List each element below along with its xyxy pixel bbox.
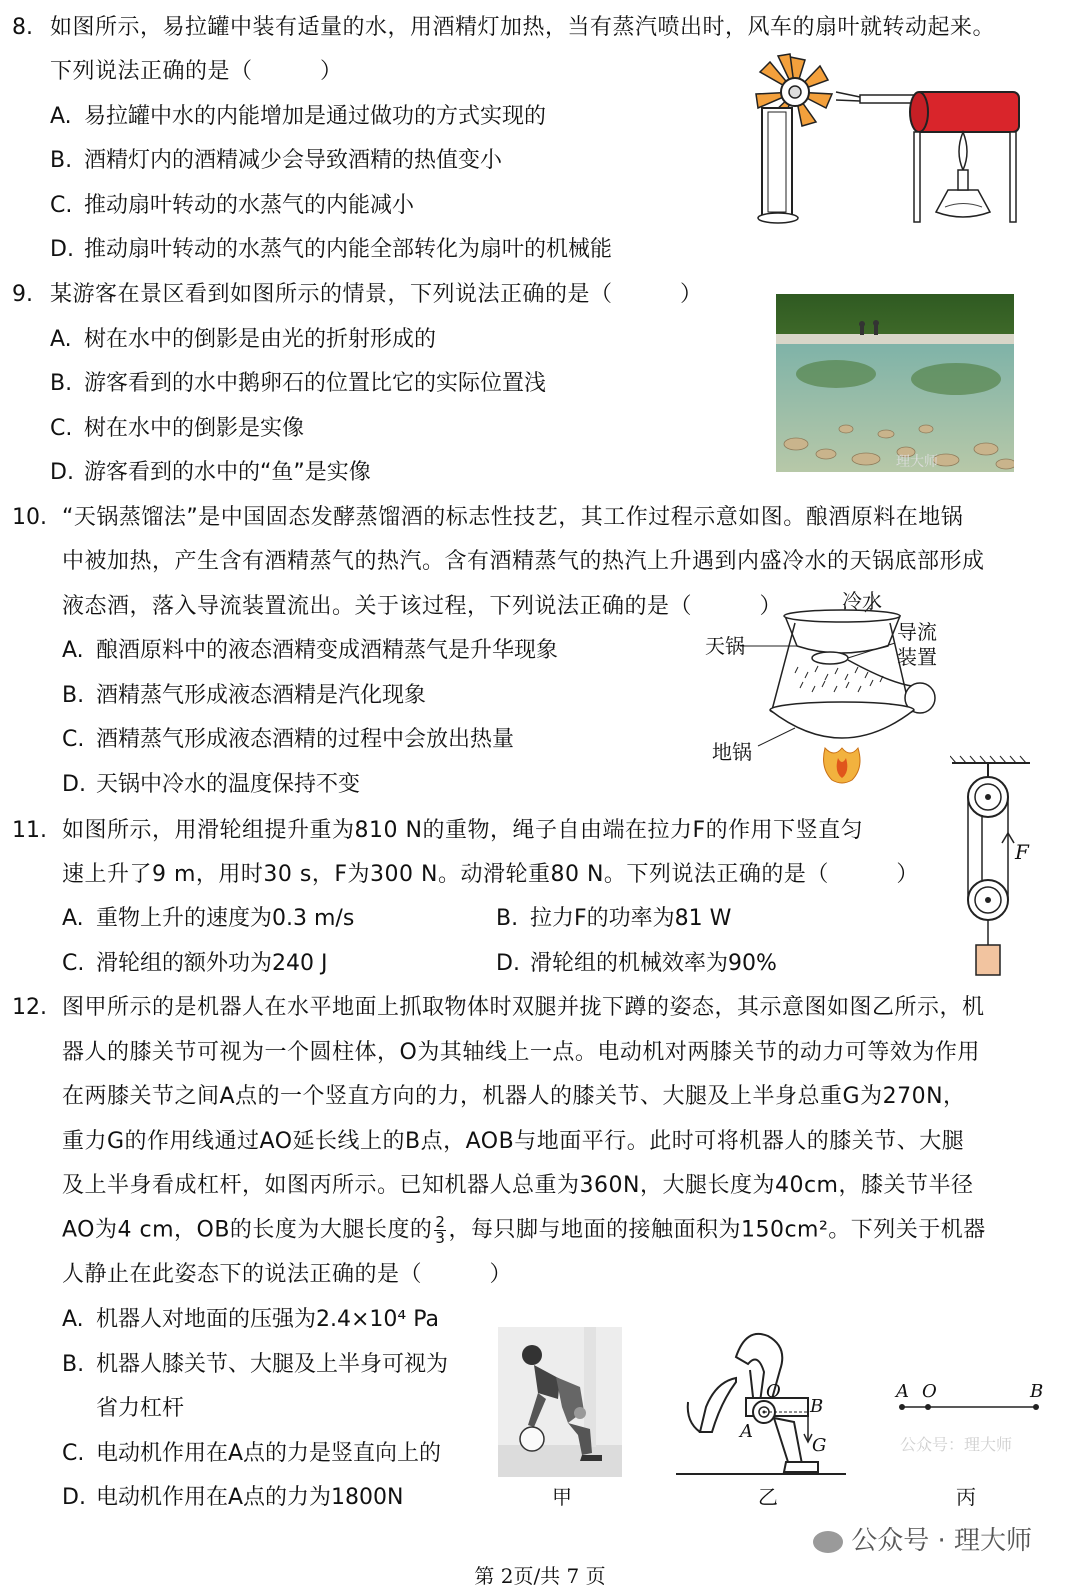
q12-stem-line1: 图甲所示的是机器人在水平地面上抓取物体时双腿并拢下蹲的姿态，其示意图如图乙所示，机 [62,995,985,1020]
q9-option-c: C. 树在水中的倒影是实像 [50,416,305,441]
q11-option-d: D. 滑轮组的机械效率为90% [496,951,777,976]
q12-number: 12. [12,995,47,1020]
q12-stem-line2: 器人的膝关节可视为一个圆柱体，O为其轴线上一点。电动机对两膝关节的动力可等效为作用 [62,1040,980,1065]
q10-label-daoliu-2: 装置 [897,645,937,669]
q12-option-a: A. 机器人对地面的压强为2.4×10⁴ Pa [62,1307,439,1332]
q8-option-b: B. 酒精灯内的酒精减少会导致酒精的热值变小 [50,148,503,173]
q10-option-c: C. 酒精蒸气形成液态酒精的过程中会放出热量 [62,727,515,752]
q11-option-c: C. 滑轮组的额外功为240 J [62,951,328,976]
q12-robot-diagram [676,1322,851,1482]
q12-caption-jia: 甲 [552,1485,572,1509]
q10-label-cold-water: 冷水 [842,589,882,613]
q10-label-diguo: 地锅 [712,740,752,764]
q8-option-d: D. 推动扇叶转动的水蒸气的内能全部转化为扇叶的机械能 [50,237,613,262]
q8-stem-line1: 如图所示，易拉罐中装有适量的水，用酒精灯加热，当有蒸汽喷出时，风车的扇叶就转动起来。 [50,15,996,40]
q12-option-b: B. 机器人膝关节、大腿及上半身可视为 [62,1352,449,1377]
q9-option-d: D. 游客看到的水中的“鱼”是实像 [50,460,371,485]
q10-label-daoliu-1: 导流 [897,620,937,644]
q11-option-b: B. 拉力F的功率为81 W [496,906,732,931]
wechat-icon [813,1531,843,1553]
q11-label-force: F [1015,840,1029,864]
q10-stem-line2: 中被加热，产生含有酒精蒸气的热汽。含有酒精蒸气的热汽上升遇到内盛冷水的天锅底部形成 [62,549,985,574]
q11-stem-line1: 如图所示，用滑轮组提升重为810 N的重物，绳子自由端在拉力F的作用下竖直匀 [62,818,864,843]
q12-stem-line5: 及上半身看成杠杆，如图丙所示。已知机器人总重为360N，大腿长度为40cm，膝关节半径 [62,1173,974,1198]
q8-stem-line2: 下列说法正确的是（ ） [50,59,343,84]
page-footer: 第 2页/共 7 页 [474,1564,606,1588]
q12-robot-photo [498,1327,622,1477]
q12-bing-label-o: O [922,1381,937,1402]
q9-lake-photo [776,294,1014,472]
q10-number: 10. [12,505,47,530]
q11-stem-line2: 速上升了9 m，用时30 s，F为300 N。动滑轮重80 N。下列说法正确的是（ ） [62,862,919,887]
q8-option-c: C. 推动扇叶转动的水蒸气的内能减小 [50,193,415,218]
q12-yi-label-a: A [740,1421,753,1442]
q12-lever-diagram [896,1400,1046,1414]
q12-option-d: D. 电动机作用在A点的力为1800N [62,1485,404,1510]
q8-option-a: A. 易拉罐中水的内能增加是通过做功的方式实现的 [50,104,547,129]
q10-stem-line1: “天锅蒸馏法”是中国固态发酵蒸馏酒的标志性技艺，其工作过程示意如图。酿酒原料在地锅 [62,505,964,530]
q9-option-b: B. 游客看到的水中鹅卵石的位置比它的实际位置浅 [50,371,547,396]
q9-photo-watermark: 理大师 [896,454,938,470]
q12-stem-line6: AO为4 cm，OB的长度为大腿长度的 $\frac{2}{3}$ ，每只脚与地面的接触面积为150cm²。下列关于机器 [62,1213,986,1247]
q9-stem-line1: 某游客在景区看到如图所示的情景，下列说法正确的是（ ） [50,282,703,307]
q12-bing-label-b: B [1030,1381,1044,1402]
q12-option-b-cont: 省力杠杆 [96,1396,185,1421]
wechat-watermark: 公众号 · 理大师 [813,1520,1032,1557]
q8-pinwheel-can-figure [750,52,1040,227]
q10-label-tianguo: 天锅 [705,634,745,658]
q12-stem-line3: 在两膝关节之间A点的一个竖直方向的力，机器人的膝关节、大腿及上半身总重G为270N， [62,1084,966,1109]
q9-number: 9. [12,282,33,307]
q10-option-b: B. 酒精蒸气形成液态酒精是汽化现象 [62,683,427,708]
faint-watermark: 公众号：理大师 [900,1435,1013,1454]
q12-option-c: C. 电动机作用在A点的力是竖直向上的 [62,1441,442,1466]
q12-yi-label-g: G [812,1435,827,1456]
q12-caption-yi: 乙 [758,1485,778,1509]
q12-yi-label-b: B [810,1396,824,1417]
q12-fraction: $\frac{2}{3}$ [435,1213,446,1247]
q12-stem-line7: 人静止在此姿态下的说法正确的是（ ） [62,1262,513,1287]
q11-number: 11. [12,818,47,843]
q10-option-d: D. 天锅中冷水的温度保持不变 [62,772,361,797]
q11-pulley-figure [950,755,1040,980]
q12-yi-label-o: O [766,1381,781,1402]
q10-option-a: A. 酿酒原料中的液态酒精变成酒精蒸气是升华现象 [62,638,559,663]
q8-number: 8. [12,15,33,40]
q12-stem-line4: 重力G的作用线通过AO延长线上的B点，AOB与地面平行。此时可将机器人的膝关节、大腿 [62,1129,965,1154]
q12-caption-bing: 丙 [956,1485,976,1509]
q11-option-a: A. 重物上升的速度为0.3 m/s [62,906,355,931]
q9-option-a: A. 树在水中的倒影是由光的折射形成的 [50,327,437,352]
q10-stem-line3: 液态酒，落入导流装置流出。关于该过程，下列说法正确的是（ ） [62,594,783,619]
q12-bing-label-a: A [896,1381,909,1402]
